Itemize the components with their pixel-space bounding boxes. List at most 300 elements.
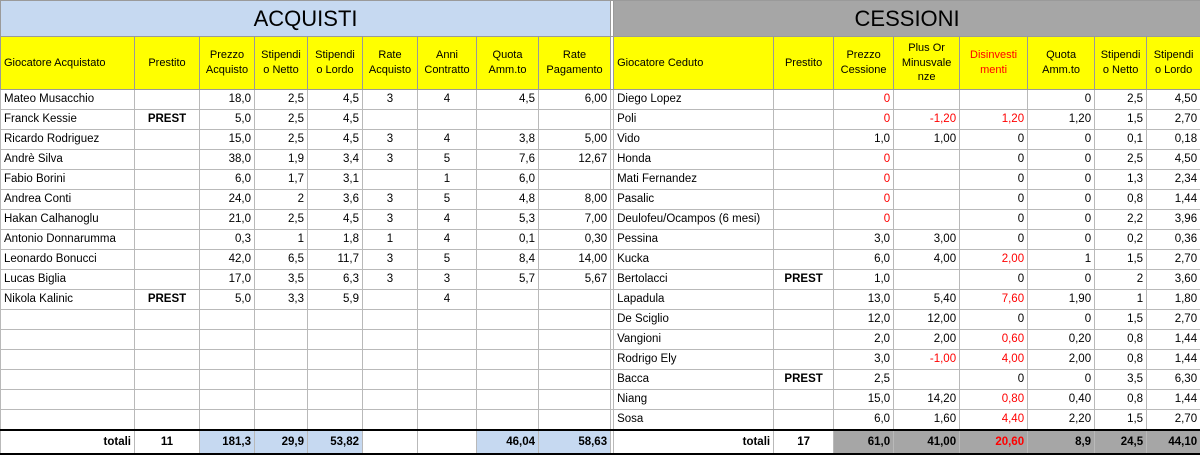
acq-loan-cell: PREST <box>135 110 200 130</box>
acq-installments-cell: 1 <box>363 230 418 250</box>
ces-price-cell: 13,0 <box>834 290 894 310</box>
ces-header-capital-gain: Plus Or Minusvale nze <box>894 37 960 90</box>
ces-capital-gain-cell: 2,00 <box>894 330 960 350</box>
ces-net-salary-cell: 0,8 <box>1095 190 1147 210</box>
acq-payment-cell: 5,67 <box>539 270 611 290</box>
acq-price-cell <box>200 390 255 410</box>
ces-loan-cell <box>774 110 834 130</box>
acq-loan-cell: PREST <box>135 290 200 310</box>
ces-divestment-cell: 1,20 <box>960 110 1028 130</box>
ces-header-price: Prezzo Cessione <box>834 37 894 90</box>
acq-contract-years-cell: 5 <box>418 250 477 270</box>
acq-net-salary-cell: 6,5 <box>255 250 308 270</box>
acq-loan-cell <box>135 250 200 270</box>
acq-price-cell <box>200 410 255 431</box>
ces-amortization-cell: 0 <box>1028 150 1095 170</box>
ces-gross-salary-cell: 1,44 <box>1147 330 1200 350</box>
ces-player-cell: Mati Fernandez <box>614 170 774 190</box>
ces-header-gross-salary: Stipendi o Lordo <box>1147 37 1200 90</box>
ces-total-loan: 17 <box>774 430 834 454</box>
acq-player-cell: Hakan Calhanoglu <box>1 210 135 230</box>
ces-amortization-cell: 0 <box>1028 90 1095 110</box>
ces-loan-cell <box>774 130 834 150</box>
acq-installments-cell <box>363 110 418 130</box>
ces-divestment-cell: 2,00 <box>960 250 1028 270</box>
ces-capital-gain-cell <box>894 190 960 210</box>
acq-amortization-cell <box>477 390 539 410</box>
acq-header-payment: Rate Pagamento <box>539 37 611 90</box>
acq-price-cell: 38,0 <box>200 150 255 170</box>
acq-amortization-cell: 5,3 <box>477 210 539 230</box>
acq-net-salary-cell <box>255 310 308 330</box>
acq-player-cell: Lucas Biglia <box>1 270 135 290</box>
acq-total-payment: 58,63 <box>539 430 611 454</box>
ces-total-amortization: 8,9 <box>1028 430 1095 454</box>
ces-amortization-cell: 2,00 <box>1028 350 1095 370</box>
acq-total-contract-years <box>418 430 477 454</box>
acq-net-salary-cell <box>255 330 308 350</box>
ces-net-salary-cell: 0,2 <box>1095 230 1147 250</box>
ces-divestment-cell: 0 <box>960 310 1028 330</box>
acq-price-cell: 21,0 <box>200 210 255 230</box>
ces-header-net-salary: Stipendi o Netto <box>1095 37 1147 90</box>
ces-price-cell: 0 <box>834 110 894 130</box>
ces-gross-salary-cell: 4,50 <box>1147 150 1200 170</box>
acq-contract-years-cell <box>418 410 477 431</box>
ces-header-amortization: Quota Amm.to <box>1028 37 1095 90</box>
acq-payment-cell <box>539 330 611 350</box>
acq-player-cell: Mateo Musacchio <box>1 90 135 110</box>
acq-installments-cell <box>363 350 418 370</box>
acq-player-cell: Fabio Borini <box>1 170 135 190</box>
acq-total-loan: 11 <box>135 430 200 454</box>
acq-installments-cell: 3 <box>363 250 418 270</box>
acq-installments-cell: 3 <box>363 270 418 290</box>
acq-amortization-cell <box>477 370 539 390</box>
ces-net-salary-cell: 0,8 <box>1095 350 1147 370</box>
acq-player-cell: Leonardo Bonucci <box>1 250 135 270</box>
acq-payment-cell <box>539 110 611 130</box>
ces-amortization-cell: 0,20 <box>1028 330 1095 350</box>
acq-net-salary-cell: 1,7 <box>255 170 308 190</box>
table-row <box>1 210 1200 230</box>
ces-loan-cell <box>774 350 834 370</box>
ces-gross-salary-cell: 6,30 <box>1147 370 1200 390</box>
acq-amortization-cell: 6,0 <box>477 170 539 190</box>
ces-price-cell: 2,5 <box>834 370 894 390</box>
acq-net-salary-cell: 2,5 <box>255 130 308 150</box>
ces-gross-salary-cell: 2,70 <box>1147 110 1200 130</box>
ces-gross-salary-cell: 4,50 <box>1147 90 1200 110</box>
ces-price-cell: 0 <box>834 190 894 210</box>
ces-amortization-cell: 0 <box>1028 210 1095 230</box>
ces-player-cell: Vangioni <box>614 330 774 350</box>
ces-loan-cell <box>774 410 834 431</box>
acq-payment-cell: 0,30 <box>539 230 611 250</box>
ces-total-net-salary: 24,5 <box>1095 430 1147 454</box>
ces-capital-gain-cell <box>894 90 960 110</box>
acq-net-salary-cell <box>255 370 308 390</box>
acq-loan-cell <box>135 390 200 410</box>
ces-divestment-cell: 7,60 <box>960 290 1028 310</box>
ces-amortization-cell: 0,40 <box>1028 390 1095 410</box>
ces-divestment-cell: 4,40 <box>960 410 1028 431</box>
table-row <box>1 150 1200 170</box>
acq-installments-cell: 3 <box>363 90 418 110</box>
acq-loan-cell <box>135 210 200 230</box>
ces-capital-gain-cell: 14,20 <box>894 390 960 410</box>
ces-capital-gain-cell: 4,00 <box>894 250 960 270</box>
acq-contract-years-cell <box>418 110 477 130</box>
acq-payment-cell <box>539 170 611 190</box>
acq-amortization-cell <box>477 330 539 350</box>
ces-price-cell: 12,0 <box>834 310 894 330</box>
acq-price-cell <box>200 350 255 370</box>
ces-price-cell: 0 <box>834 170 894 190</box>
acq-player-cell <box>1 310 135 330</box>
ces-price-cell: 3,0 <box>834 230 894 250</box>
table-row <box>1 110 1200 130</box>
acq-header-installments: Rate Acquisto <box>363 37 418 90</box>
ces-net-salary-cell: 0,8 <box>1095 390 1147 410</box>
acq-loan-cell <box>135 190 200 210</box>
ces-capital-gain-cell <box>894 150 960 170</box>
ces-amortization-cell: 0 <box>1028 270 1095 290</box>
ces-player-cell: Poli <box>614 110 774 130</box>
ces-header-divestment: Disinvesti menti <box>960 37 1028 90</box>
acq-installments-cell: 3 <box>363 130 418 150</box>
ces-capital-gain-cell: -1,20 <box>894 110 960 130</box>
ces-loan-cell: PREST <box>774 370 834 390</box>
ces-loan-cell <box>774 210 834 230</box>
ces-player-cell: Bertolacci <box>614 270 774 290</box>
acq-price-cell: 42,0 <box>200 250 255 270</box>
acq-total-amortization: 46,04 <box>477 430 539 454</box>
acq-price-cell <box>200 310 255 330</box>
acq-payment-cell: 14,00 <box>539 250 611 270</box>
ces-amortization-cell: 0 <box>1028 310 1095 330</box>
acq-player-cell: Antonio Donnarumma <box>1 230 135 250</box>
acq-installments-cell <box>363 410 418 431</box>
table-row <box>1 170 1200 190</box>
ces-divestment-cell: 0 <box>960 370 1028 390</box>
cessioni-title: CESSIONI <box>614 1 1200 37</box>
table-row <box>1 330 1200 350</box>
acq-amortization-cell: 5,7 <box>477 270 539 290</box>
acq-price-cell: 6,0 <box>200 170 255 190</box>
acq-net-salary-cell <box>255 350 308 370</box>
ces-price-cell: 1,0 <box>834 130 894 150</box>
ces-net-salary-cell: 1,5 <box>1095 410 1147 431</box>
ces-price-cell: 6,0 <box>834 250 894 270</box>
ces-gross-salary-cell: 0,18 <box>1147 130 1200 150</box>
ces-gross-salary-cell: 1,44 <box>1147 190 1200 210</box>
acq-net-salary-cell: 1,9 <box>255 150 308 170</box>
ces-amortization-cell: 2,20 <box>1028 410 1095 431</box>
acq-loan-cell <box>135 90 200 110</box>
acq-player-cell <box>1 370 135 390</box>
acq-price-cell <box>200 370 255 390</box>
acq-loan-cell <box>135 170 200 190</box>
acq-gross-salary-cell <box>308 410 363 431</box>
ces-divestment-cell: 0,60 <box>960 330 1028 350</box>
acq-net-salary-cell: 1 <box>255 230 308 250</box>
header-row <box>1 37 1200 90</box>
acq-net-salary-cell: 3,5 <box>255 270 308 290</box>
ces-price-cell: 3,0 <box>834 350 894 370</box>
acq-contract-years-cell: 1 <box>418 170 477 190</box>
acq-total-price: 181,3 <box>200 430 255 454</box>
ces-net-salary-cell: 2,2 <box>1095 210 1147 230</box>
acq-amortization-cell: 7,6 <box>477 150 539 170</box>
acq-contract-years-cell: 4 <box>418 290 477 310</box>
acq-contract-years-cell: 4 <box>418 230 477 250</box>
ces-player-cell: Niang <box>614 390 774 410</box>
acq-installments-cell <box>363 330 418 350</box>
acq-player-cell: Andrea Conti <box>1 190 135 210</box>
ces-price-cell: 6,0 <box>834 410 894 431</box>
acq-contract-years-cell: 4 <box>418 130 477 150</box>
acq-installments-cell <box>363 170 418 190</box>
ces-player-cell: Deulofeu/Ocampos (6 mesi) <box>614 210 774 230</box>
ces-capital-gain-cell <box>894 170 960 190</box>
ces-player-cell: Vido <box>614 130 774 150</box>
acq-gross-salary-cell: 4,5 <box>308 130 363 150</box>
acq-loan-cell <box>135 370 200 390</box>
ces-gross-salary-cell: 2,70 <box>1147 250 1200 270</box>
table-row <box>1 130 1200 150</box>
ces-player-cell: Bacca <box>614 370 774 390</box>
ces-player-cell: Rodrigo Ely <box>614 350 774 370</box>
acq-amortization-cell: 0,1 <box>477 230 539 250</box>
acq-loan-cell <box>135 310 200 330</box>
acq-gross-salary-cell: 3,6 <box>308 190 363 210</box>
ces-price-cell: 0 <box>834 210 894 230</box>
acq-installments-cell <box>363 290 418 310</box>
table-row <box>1 290 1200 310</box>
acq-total-player: totali <box>1 430 135 454</box>
acq-installments-cell <box>363 370 418 390</box>
table-row <box>1 370 1200 390</box>
acq-payment-cell: 5,00 <box>539 130 611 150</box>
ces-divestment-cell: 0 <box>960 190 1028 210</box>
acq-gross-salary-cell: 11,7 <box>308 250 363 270</box>
acq-price-cell: 15,0 <box>200 130 255 150</box>
acq-payment-cell: 12,67 <box>539 150 611 170</box>
acq-gross-salary-cell: 4,5 <box>308 90 363 110</box>
ces-capital-gain-cell: 1,00 <box>894 130 960 150</box>
acq-net-salary-cell: 3,3 <box>255 290 308 310</box>
acq-amortization-cell: 3,8 <box>477 130 539 150</box>
ces-net-salary-cell: 1 <box>1095 290 1147 310</box>
ces-divestment-cell: 0 <box>960 130 1028 150</box>
acq-header-contract-years: Anni Contratto <box>418 37 477 90</box>
acq-total-installments <box>363 430 418 454</box>
table-row <box>1 310 1200 330</box>
table-row <box>1 270 1200 290</box>
ces-player-cell: Kucka <box>614 250 774 270</box>
ces-gross-salary-cell: 1,44 <box>1147 350 1200 370</box>
ces-loan-cell <box>774 310 834 330</box>
ces-gross-salary-cell: 2,34 <box>1147 170 1200 190</box>
ces-player-cell: Pessina <box>614 230 774 250</box>
acq-player-cell: Andrè Silva <box>1 150 135 170</box>
ces-divestment-cell: 0 <box>960 150 1028 170</box>
title-row <box>1 1 1200 37</box>
acq-contract-years-cell <box>418 370 477 390</box>
acq-header-loan: Prestito <box>135 37 200 90</box>
ces-gross-salary-cell: 1,80 <box>1147 290 1200 310</box>
table-row <box>1 250 1200 270</box>
ces-net-salary-cell: 1,5 <box>1095 310 1147 330</box>
ces-divestment-cell: 0 <box>960 230 1028 250</box>
ces-player-cell: Honda <box>614 150 774 170</box>
ces-total-player: totali <box>614 430 774 454</box>
acq-gross-salary-cell <box>308 330 363 350</box>
ces-net-salary-cell: 1,5 <box>1095 110 1147 130</box>
acq-payment-cell <box>539 370 611 390</box>
totals-row <box>1 430 1200 454</box>
acq-gross-salary-cell <box>308 390 363 410</box>
acq-header-price: Prezzo Acquisto <box>200 37 255 90</box>
ces-capital-gain-cell: 3,00 <box>894 230 960 250</box>
acq-payment-cell <box>539 310 611 330</box>
ces-price-cell: 0 <box>834 90 894 110</box>
acq-gross-salary-cell: 3,1 <box>308 170 363 190</box>
acq-loan-cell <box>135 330 200 350</box>
ces-net-salary-cell: 3,5 <box>1095 370 1147 390</box>
acq-contract-years-cell <box>418 310 477 330</box>
ces-capital-gain-cell <box>894 270 960 290</box>
acq-player-cell <box>1 410 135 431</box>
acq-contract-years-cell <box>418 330 477 350</box>
ces-amortization-cell: 1 <box>1028 250 1095 270</box>
acq-payment-cell: 7,00 <box>539 210 611 230</box>
acq-payment-cell <box>539 410 611 431</box>
ces-net-salary-cell: 2,5 <box>1095 150 1147 170</box>
ces-loan-cell <box>774 390 834 410</box>
ces-capital-gain-cell: -1,00 <box>894 350 960 370</box>
acq-payment-cell: 6,00 <box>539 90 611 110</box>
ces-price-cell: 1,0 <box>834 270 894 290</box>
acq-net-salary-cell <box>255 390 308 410</box>
acq-contract-years-cell <box>418 390 477 410</box>
acq-price-cell: 18,0 <box>200 90 255 110</box>
ces-gross-salary-cell: 2,70 <box>1147 410 1200 431</box>
ces-price-cell: 15,0 <box>834 390 894 410</box>
ces-capital-gain-cell: 5,40 <box>894 290 960 310</box>
ces-gross-salary-cell: 0,36 <box>1147 230 1200 250</box>
ces-net-salary-cell: 1,3 <box>1095 170 1147 190</box>
acq-total-net-salary: 29,9 <box>255 430 308 454</box>
acq-net-salary-cell: 2,5 <box>255 110 308 130</box>
ces-divestment-cell: 0 <box>960 170 1028 190</box>
acq-net-salary-cell: 2,5 <box>255 210 308 230</box>
acq-contract-years-cell: 3 <box>418 270 477 290</box>
acq-price-cell: 0,3 <box>200 230 255 250</box>
acq-loan-cell <box>135 130 200 150</box>
acq-loan-cell <box>135 410 200 431</box>
acq-gross-salary-cell <box>308 370 363 390</box>
table-row <box>1 90 1200 110</box>
ces-divestment-cell: 0 <box>960 210 1028 230</box>
ces-divestment-cell: 0 <box>960 270 1028 290</box>
acq-amortization-cell: 4,5 <box>477 90 539 110</box>
acq-gross-salary-cell: 5,9 <box>308 290 363 310</box>
acq-amortization-cell <box>477 350 539 370</box>
ces-player-cell: Pasalic <box>614 190 774 210</box>
acq-loan-cell <box>135 230 200 250</box>
ces-loan-cell <box>774 250 834 270</box>
ces-player-cell: Diego Lopez <box>614 90 774 110</box>
acq-installments-cell: 3 <box>363 190 418 210</box>
acq-net-salary-cell: 2 <box>255 190 308 210</box>
ces-net-salary-cell: 1,5 <box>1095 250 1147 270</box>
ces-capital-gain-cell: 12,00 <box>894 310 960 330</box>
acq-amortization-cell <box>477 110 539 130</box>
acq-payment-cell <box>539 290 611 310</box>
ces-loan-cell <box>774 90 834 110</box>
ces-amortization-cell: 0 <box>1028 170 1095 190</box>
ces-total-price: 61,0 <box>834 430 894 454</box>
ces-net-salary-cell: 2,5 <box>1095 90 1147 110</box>
ces-divestment-cell <box>960 90 1028 110</box>
ces-total-capital-gain: 41,00 <box>894 430 960 454</box>
ces-loan-cell <box>774 170 834 190</box>
table-row <box>1 410 1200 431</box>
ces-loan-cell <box>774 150 834 170</box>
acq-player-cell: Franck Kessie <box>1 110 135 130</box>
ces-header-loan: Prestito <box>774 37 834 90</box>
acq-gross-salary-cell: 4,5 <box>308 210 363 230</box>
acq-header-gross-salary: Stipendi o Lordo <box>308 37 363 90</box>
acq-payment-cell <box>539 390 611 410</box>
acq-contract-years-cell <box>418 350 477 370</box>
acq-installments-cell <box>363 310 418 330</box>
acq-amortization-cell <box>477 310 539 330</box>
acq-contract-years-cell: 4 <box>418 210 477 230</box>
ces-capital-gain-cell <box>894 210 960 230</box>
ces-net-salary-cell: 0,8 <box>1095 330 1147 350</box>
ces-player-cell: Sosa <box>614 410 774 431</box>
acq-player-cell <box>1 390 135 410</box>
acq-header-net-salary: Stipendi o Netto <box>255 37 308 90</box>
ces-divestment-cell: 0,80 <box>960 390 1028 410</box>
acq-net-salary-cell <box>255 410 308 431</box>
acq-net-salary-cell: 2,5 <box>255 90 308 110</box>
ces-loan-cell <box>774 290 834 310</box>
acq-installments-cell: 3 <box>363 210 418 230</box>
acq-installments-cell: 3 <box>363 150 418 170</box>
ces-gross-salary-cell: 2,70 <box>1147 310 1200 330</box>
table-row <box>1 230 1200 250</box>
acq-amortization-cell: 4,8 <box>477 190 539 210</box>
ces-player-cell: Lapadula <box>614 290 774 310</box>
ces-total-gross-salary: 44,10 <box>1147 430 1200 454</box>
acq-gross-salary-cell <box>308 350 363 370</box>
ces-amortization-cell: 0 <box>1028 230 1095 250</box>
ces-price-cell: 0 <box>834 150 894 170</box>
ces-capital-gain-cell <box>894 370 960 390</box>
acquisti-title: ACQUISTI <box>1 1 611 37</box>
ces-amortization-cell: 0 <box>1028 190 1095 210</box>
ces-net-salary-cell: 0,1 <box>1095 130 1147 150</box>
ces-gross-salary-cell: 3,60 <box>1147 270 1200 290</box>
acq-player-cell: Nikola Kalinic <box>1 290 135 310</box>
ces-header-player: Giocatore Ceduto <box>614 37 774 90</box>
acq-gross-salary-cell: 3,4 <box>308 150 363 170</box>
acq-payment-cell: 8,00 <box>539 190 611 210</box>
